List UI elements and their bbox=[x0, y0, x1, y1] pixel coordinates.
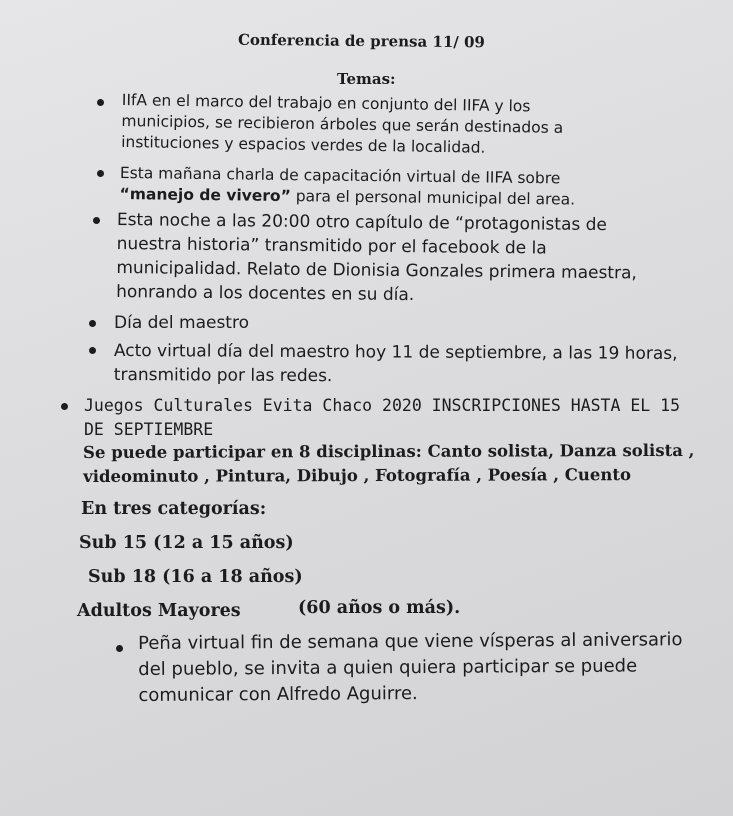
text-line: Se puede participar en 8 disciplinas: Canto solista, Danza solista , bbox=[83, 440, 695, 462]
categorias-heading: En tres categorías: bbox=[81, 499, 267, 519]
bullet-icon bbox=[89, 347, 96, 354]
list-item-protagonistas bbox=[116, 208, 637, 309]
text-line: municipalidad. Relato de Dionisia Gonzales primera maestra, bbox=[116, 257, 637, 284]
document-title: Conferencia de prensa 11/ 09 bbox=[237, 30, 485, 52]
text-line: Esta noche a las 20:00 otro capítulo de “protagonistas de bbox=[116, 209, 608, 236]
text-line: Acto virtual día del maestro hoy 11 de septiembre, a las 19 horas, bbox=[113, 340, 678, 364]
text-line: comunicar con Alfredo Aguirre. bbox=[138, 683, 418, 706]
bullet-icon bbox=[89, 320, 96, 327]
text-line: IIfA en el marco del trabajo en conjunto del IIFA y los bbox=[121, 90, 531, 116]
list-item-charla bbox=[119, 163, 575, 211]
text-line: videominuto , Pintura, Dibujo , Fotografía , Poesía , Cuento bbox=[83, 465, 631, 486]
text-fragment: para el personal municipal del area. bbox=[290, 187, 576, 209]
text-line: DE SEPTIEMBRE bbox=[84, 420, 214, 439]
categoria-adultos-label: Adultos Mayores bbox=[77, 601, 241, 621]
bullet-icon bbox=[116, 645, 123, 652]
text-line: Juegos Culturales Evita Chaco 2020 INSCRIPCIONES HASTA EL 15 bbox=[84, 396, 681, 415]
text-line: Día del maestro bbox=[114, 313, 249, 333]
document-subtitle: Temas: bbox=[337, 70, 396, 88]
bullet-icon bbox=[97, 170, 104, 177]
bullet-icon bbox=[61, 403, 68, 410]
categoria-sub18: Sub 18 (16 a 18 años) bbox=[88, 567, 303, 587]
text-line: Peña virtual fin de semana que viene vísperas al aniversario bbox=[138, 629, 683, 654]
list-item-pena-virtual bbox=[138, 627, 683, 709]
disciplinas-paragraph bbox=[83, 439, 695, 489]
text-line bbox=[119, 184, 575, 211]
text-line: nuestra historia” transmitido por el facebook de la bbox=[116, 233, 547, 259]
text-line: transmitido por las redes. bbox=[113, 364, 333, 387]
bold-phrase: “manejo de vivero” bbox=[119, 184, 291, 206]
list-item-dia-maestro bbox=[114, 311, 249, 335]
list-item-juegos-culturales bbox=[84, 394, 680, 442]
text-line: municipios, se recibieron árboles que serán destinados a bbox=[121, 111, 564, 137]
text-line: honrando a los docentes en su día. bbox=[116, 281, 415, 306]
list-item-iifa-arboles bbox=[121, 90, 564, 160]
text-line: del pueblo, se invita a quien quiera participar se puede bbox=[138, 655, 638, 680]
bullet-icon bbox=[97, 99, 104, 106]
text-line: instituciones y espacios verdes de la localidad. bbox=[121, 132, 486, 157]
categoria-adultos-range: (60 años o más). bbox=[298, 598, 461, 618]
categoria-sub15: Sub 15 (12 a 15 años) bbox=[79, 533, 294, 553]
list-item-acto-virtual bbox=[114, 339, 678, 390]
bullet-icon bbox=[93, 217, 100, 224]
text-line: Esta mañana charla de capacitación virtual de IIFA sobre bbox=[119, 163, 561, 188]
